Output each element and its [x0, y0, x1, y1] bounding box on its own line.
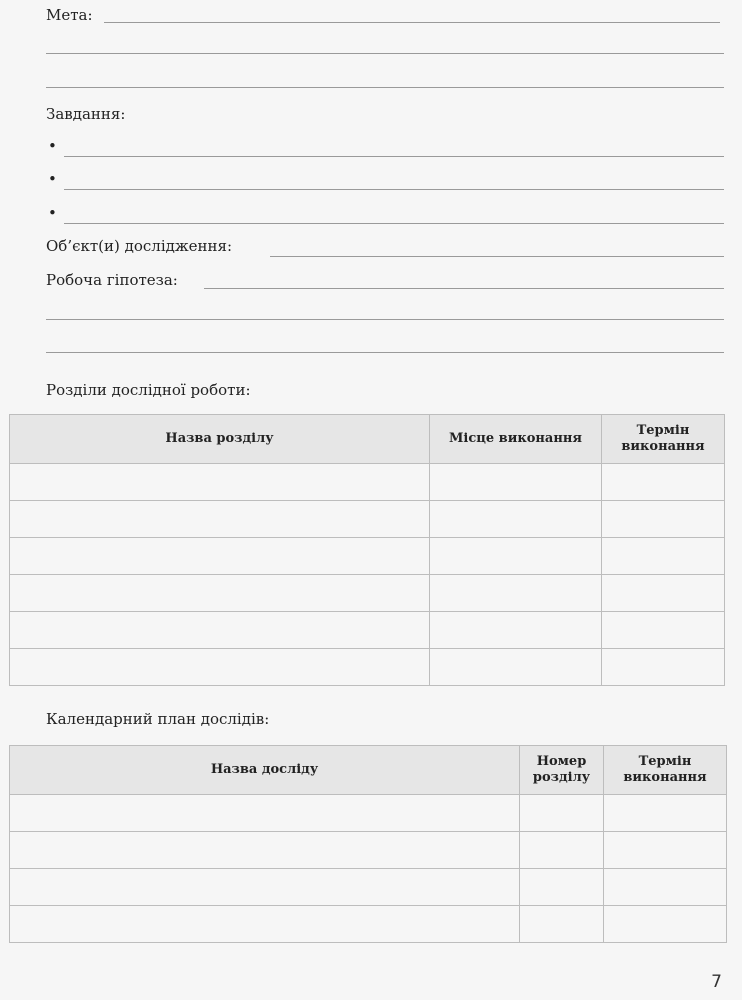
page-number: 7 — [711, 972, 722, 992]
experiments-table — [9, 745, 727, 943]
table-cell[interactable] — [10, 538, 430, 575]
table-cell[interactable] — [10, 464, 430, 501]
table-cell[interactable] — [520, 869, 604, 906]
hypothesis-line-2[interactable] — [46, 319, 724, 320]
table-cell[interactable] — [10, 501, 430, 538]
table-cell[interactable] — [602, 649, 725, 686]
header-deadline: Термін виконання — [604, 746, 727, 795]
table-cell[interactable] — [520, 795, 604, 832]
table-cell[interactable] — [430, 501, 602, 538]
task-bullet-1: • — [48, 137, 57, 155]
task-line-1[interactable] — [64, 156, 724, 157]
table-cell[interactable] — [520, 832, 604, 869]
table-cell[interactable] — [602, 501, 725, 538]
objects-line[interactable] — [270, 256, 724, 257]
table-cell[interactable] — [10, 795, 520, 832]
table-cell[interactable] — [10, 649, 430, 686]
header-section-name: Назва розділу — [10, 415, 430, 464]
table-row — [10, 649, 725, 686]
table-cell[interactable] — [604, 832, 727, 869]
table-cell[interactable] — [430, 464, 602, 501]
table-cell[interactable] — [604, 869, 727, 906]
table-row — [10, 612, 725, 649]
table-cell[interactable] — [10, 832, 520, 869]
tasks-label: Завдання: — [46, 105, 126, 123]
table-cell[interactable] — [604, 906, 727, 943]
table-cell[interactable] — [602, 538, 725, 575]
table-cell[interactable] — [10, 906, 520, 943]
goal-line-3[interactable] — [46, 87, 724, 88]
experiments-heading: Календарний план дослідів: — [46, 710, 270, 728]
table-row — [10, 795, 727, 832]
table-cell[interactable] — [10, 612, 430, 649]
header-section-number: Номер розділу — [520, 746, 604, 795]
table-cell[interactable] — [602, 464, 725, 501]
hypothesis-line-3[interactable] — [46, 352, 724, 353]
table-row — [10, 832, 727, 869]
table-cell[interactable] — [10, 575, 430, 612]
table-row — [10, 575, 725, 612]
table-cell[interactable] — [430, 538, 602, 575]
table-cell[interactable] — [602, 575, 725, 612]
header-experiment-name: Назва досліду — [10, 746, 520, 795]
table-cell[interactable] — [520, 906, 604, 943]
task-bullet-3: • — [48, 204, 57, 222]
table-row — [10, 906, 727, 943]
table-cell[interactable] — [10, 869, 520, 906]
goal-line-2[interactable] — [46, 53, 724, 54]
task-line-2[interactable] — [64, 189, 724, 190]
table-row — [10, 501, 725, 538]
table-row — [10, 869, 727, 906]
task-line-3[interactable] — [64, 223, 724, 224]
table-cell[interactable] — [430, 649, 602, 686]
sections-heading: Розділи дослідної роботи: — [46, 381, 251, 399]
objects-label: Об’єкт(и) дослідження: — [46, 237, 233, 255]
table-cell[interactable] — [430, 575, 602, 612]
table-cell[interactable] — [604, 795, 727, 832]
hypothesis-line-1[interactable] — [204, 288, 724, 289]
goal-line-1[interactable] — [104, 22, 720, 23]
table-row — [10, 464, 725, 501]
header-location: Місце виконання — [430, 415, 602, 464]
table-cell[interactable] — [430, 612, 602, 649]
hypothesis-label: Робоча гіпотеза: — [46, 271, 178, 289]
sections-table — [9, 414, 725, 686]
task-bullet-2: • — [48, 170, 57, 188]
table-cell[interactable] — [602, 612, 725, 649]
header-deadline: Термін виконання — [602, 415, 725, 464]
goal-label: Мета: — [46, 6, 93, 24]
table-row — [10, 538, 725, 575]
